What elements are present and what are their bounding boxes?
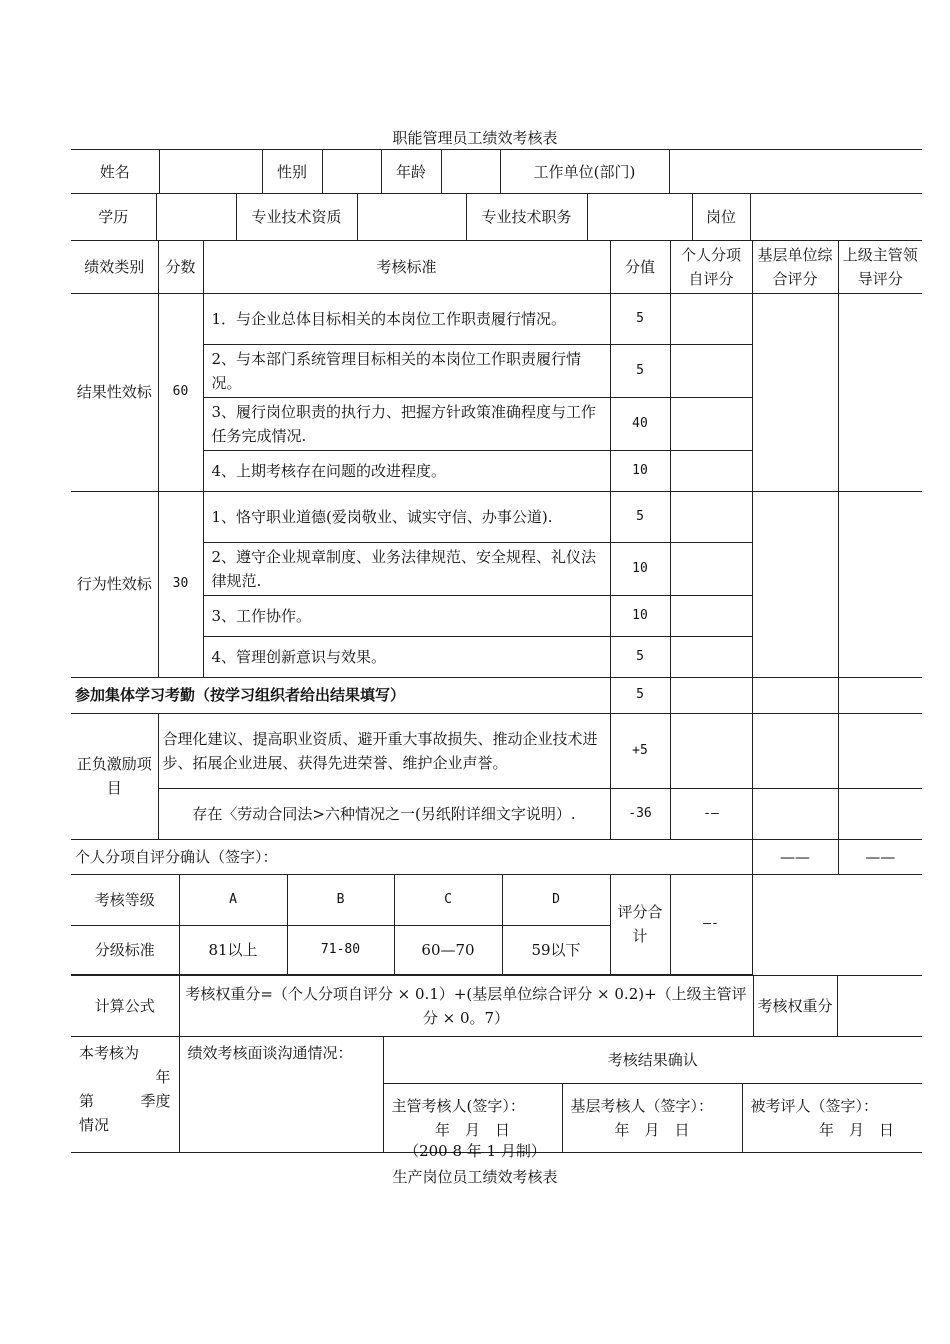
result-leader-score[interactable] [838, 293, 922, 491]
self-confirm-base: —— [752, 839, 838, 874]
result-value-2: 5 [610, 344, 670, 397]
gender-field[interactable] [322, 150, 381, 194]
scoring-table [71, 241, 922, 875]
behavior-score: 30 [158, 491, 203, 677]
qualification-field[interactable] [357, 194, 466, 240]
incentive-negative-value: -36 [610, 788, 670, 839]
result-criterion-2: 2、与本部门系统管理目标相关的本岗位工作职责履行情况。 [203, 344, 610, 397]
base-assessor-label: 基层考核人（签字）： [570, 1096, 714, 1115]
behavior-criterion-4: 4、管理创新意识与效果。 [203, 636, 610, 677]
incentive-negative-text: 存在〈劳动合同法>六种情况之一(另纸附详细文字说明）. [158, 788, 610, 839]
weight-score-value[interactable] [837, 976, 922, 1037]
formula-table [71, 975, 922, 1037]
result-self-3[interactable] [670, 397, 752, 450]
grade-level-b: B [287, 875, 394, 926]
name-label: 姓名 [71, 150, 159, 194]
supervisor-date: 年 月 日 [434, 1120, 510, 1139]
result-value-1: 5 [610, 293, 670, 344]
incentive-negative-leader[interactable] [838, 788, 922, 839]
grade-standard-d: 59以下 [502, 926, 610, 975]
attendance-base[interactable] [752, 677, 838, 713]
result-value-3: 40 [610, 397, 670, 450]
assessee-label: 被考评人（签字）： [750, 1096, 879, 1115]
header-table-row1 [71, 149, 922, 194]
qualification-label: 专业技术资质 [236, 194, 357, 240]
total-score-label: 评分合计 [610, 875, 670, 975]
gender-label: 性别 [262, 150, 322, 194]
behavior-value-4: 5 [610, 636, 670, 677]
behavior-self-2[interactable] [670, 542, 752, 595]
incentive-negative-self: -— [670, 788, 752, 839]
supervisor-label: 主管考核人(签字）： [391, 1096, 525, 1115]
unit-label: 工作单位(部门) [500, 150, 669, 194]
duty-label: 专业技术职务 [466, 194, 587, 240]
behavior-value-2: 10 [610, 542, 670, 595]
confirm-title: 考核结果确认 [383, 1037, 922, 1083]
incentive-positive-self[interactable] [670, 713, 752, 788]
period-line1: 本考核为 [79, 1044, 140, 1062]
formula-label: 计算公式 [71, 976, 179, 1037]
col-leader-score: 上级主管领导评分 [838, 241, 922, 294]
behavior-self-1[interactable] [670, 491, 752, 542]
interview-cell[interactable] [179, 1037, 383, 1152]
grade-level-label: 考核等级 [71, 875, 179, 926]
grade-blank [752, 875, 922, 975]
header-table-row2 [71, 194, 922, 241]
result-self-4[interactable] [670, 450, 752, 491]
grade-standard-a: 81以上 [179, 926, 287, 975]
col-score: 分数 [158, 241, 203, 294]
behavior-criterion-1: 1、恪守职业道德(爱岗敬业、诚实守信、办事公道). [203, 491, 610, 542]
period-quarter-left: 第 [79, 1092, 95, 1110]
formula-text: 考核权重分=（个人分项自评分 × 0.1）+(基层单位综合评分 × 0.2)+（上级主管评分 × 0。7） [179, 976, 753, 1037]
col-base-score: 基层单位综合评分 [752, 241, 838, 294]
grade-standard-label: 分级标准 [71, 926, 179, 975]
behavior-self-3[interactable] [670, 595, 752, 636]
result-self-1[interactable] [670, 293, 752, 344]
grade-standard-b: 71-80 [287, 926, 394, 975]
behavior-self-4[interactable] [670, 636, 752, 677]
attendance-self[interactable] [670, 677, 752, 713]
incentive-positive-base[interactable] [752, 713, 838, 788]
education-field[interactable] [156, 194, 236, 240]
period-year: 年 [155, 1068, 171, 1086]
incentive-positive-leader[interactable] [838, 713, 922, 788]
col-value: 分值 [610, 241, 670, 294]
total-score-value: —- [670, 875, 752, 975]
self-confirm-label: 个人分项自评分确认（签字）： [71, 839, 752, 874]
form-title: 职能管理员工绩效考核表 [392, 129, 558, 147]
signature-table [71, 1037, 922, 1153]
education-label: 学历 [71, 194, 156, 240]
behavior-criterion-2: 2、遵守企业规章制度、业务法律规范、安全规程、礼仪法律规范. [203, 542, 610, 595]
col-self-score: 个人分项自评分 [670, 241, 752, 294]
result-criterion-1: 1．与企业总体目标相关的本岗位工作职责履行情况。 [203, 293, 610, 344]
attendance-label: 参加集体学习考勤（按学习组织者给出结果填写） [71, 677, 610, 713]
behavior-base-score[interactable] [752, 491, 838, 677]
grade-standard-c: 60—70 [394, 926, 502, 975]
result-criterion-4: 4、上期考核存在问题的改进程度。 [203, 450, 610, 491]
interview-label: 绩效考核面谈沟通情况： [187, 1044, 353, 1062]
behavior-criterion-3: 3、工作协作。 [203, 595, 610, 636]
unit-field[interactable] [669, 150, 922, 194]
result-base-score[interactable] [752, 293, 838, 491]
period-cell [71, 1037, 179, 1152]
post-field[interactable] [750, 194, 922, 240]
name-field[interactable] [159, 150, 262, 194]
self-confirm-leader: —— [838, 839, 922, 874]
grade-level-a: A [179, 875, 287, 926]
incentive-negative-base[interactable] [752, 788, 838, 839]
grade-level-c: C [394, 875, 502, 926]
incentive-positive-value: +5 [610, 713, 670, 788]
behavior-leader-score[interactable] [838, 491, 922, 677]
result-self-2[interactable] [670, 344, 752, 397]
weight-score-label: 考核权重分 [753, 976, 837, 1037]
behavior-category: 行为性效标 [71, 491, 158, 677]
grade-level-d: D [502, 875, 610, 926]
period-quarter-right: 季度 [140, 1092, 171, 1110]
age-field[interactable] [441, 150, 500, 194]
footer-note: （200 8 年 1 月制） [404, 1142, 546, 1160]
period-line4: 情况 [79, 1116, 110, 1134]
result-score: 60 [158, 293, 203, 491]
age-label: 年龄 [381, 150, 441, 194]
appraisal-form [71, 149, 922, 1153]
post-label: 岗位 [692, 194, 750, 240]
behavior-value-1: 5 [610, 491, 670, 542]
result-value-4: 10 [610, 450, 670, 491]
attendance-leader[interactable] [838, 677, 922, 713]
col-criteria: 考核标准 [203, 241, 610, 294]
col-category: 绩效类别 [71, 241, 158, 294]
behavior-value-3: 10 [610, 595, 670, 636]
grade-table [71, 875, 922, 976]
incentive-positive-text: 合理化建议、提高职业资质、避开重大事故损失、推动企业技术进步、拓展企业进展、获得先进荣誉、维护企业声誉。 [158, 713, 610, 788]
result-criterion-3: 3、履行岗位职责的执行力、把握方针政策准确程度与工作任务完成情况. [203, 397, 610, 450]
incentive-category: 正负激励项目 [71, 713, 158, 839]
attendance-value: 5 [610, 677, 670, 713]
assessee-date: 年 月 日 [819, 1120, 895, 1139]
result-category: 结果性效标 [71, 293, 158, 491]
base-assessor-date: 年 月 日 [614, 1120, 690, 1139]
duty-field[interactable] [587, 194, 692, 240]
footer-title: 生产岗位员工绩效考核表 [392, 1168, 558, 1186]
